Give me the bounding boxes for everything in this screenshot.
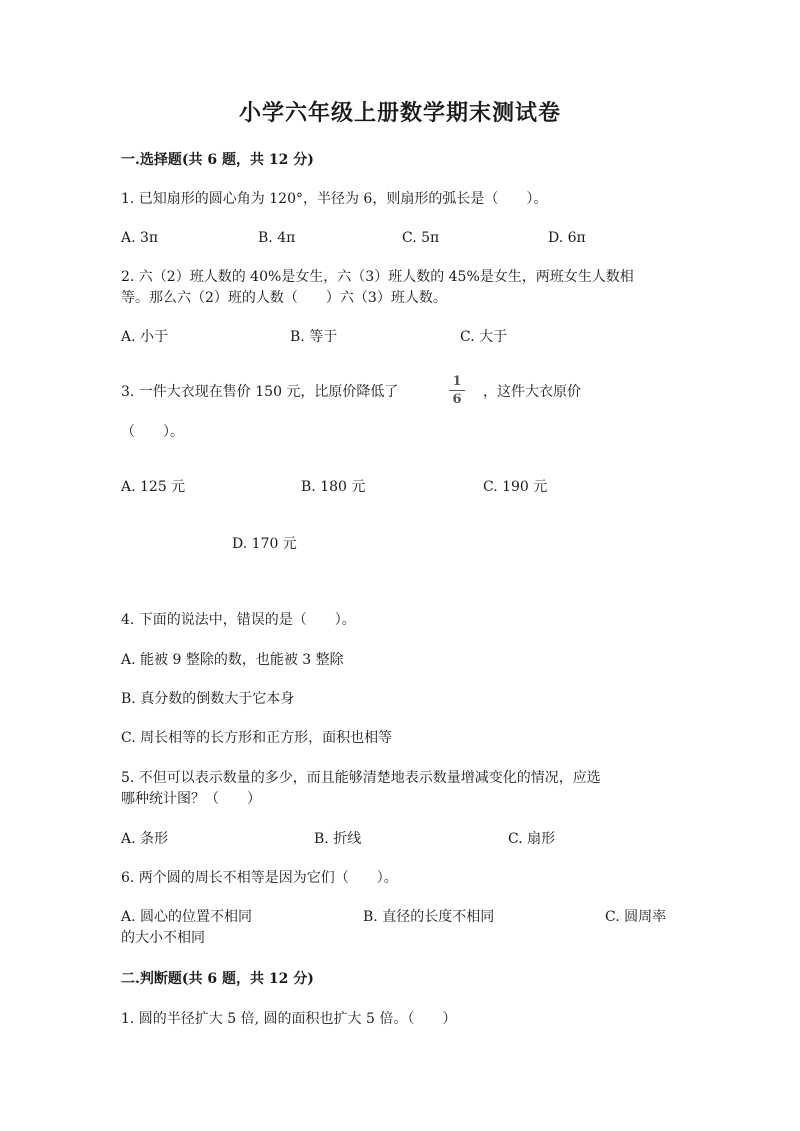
question-3-option-d: D. 170 元 [232, 536, 297, 552]
question-4-option-b: B. 真分数的倒数大于它本身 [121, 691, 295, 707]
question-1-stem: 1. 已知扇形的圆心角为 120°，半径为 6，则扇形的弧长是（ ）。 [121, 191, 548, 207]
question-3-stem-part2: ，这件大衣原价 [483, 384, 581, 400]
question-1-option-d: D. 6π [548, 230, 586, 246]
page-title: 小学六年级上册数学期末测试卷 [238, 100, 561, 126]
section-heading-judgment: 二.判断题(共 6 题，共 12 分) [121, 971, 314, 987]
question-1-option-a: A. 3π [121, 230, 159, 246]
question-3-option-b: B. 180 元 [301, 479, 366, 495]
question-1-option-b: B. 4π [258, 230, 296, 246]
question-2-option-b: B. 等于 [290, 329, 338, 345]
question-6-option-a: A. 圆心的位置不相同 [121, 909, 253, 925]
fraction-numerator: 1 [452, 374, 462, 389]
question-3-option-a: A. 125 元 [121, 479, 186, 495]
question-3-stem-line2: （ ）。 [121, 424, 184, 440]
question-6-option-c-wrap: 的大小不相同 [121, 930, 205, 946]
question-2-stem-line1: 2. 六（2）班人数的 40%是女生，六（3）班人数的 45%是女生，两班女生人数相 [121, 269, 634, 285]
question-2-stem-line2: 等。那么六（2）班的人数（ ）六（3）班人数。 [121, 290, 447, 306]
question-6-stem: 6. 两个圆的周长不相等是因为它们（ ）。 [121, 870, 398, 886]
fraction-bar [449, 390, 465, 391]
judgment-1-stem: 1. 圆的半径扩大 5 倍, 圆的面积也扩大 5 倍。（ ） [121, 1011, 457, 1027]
question-5-option-b: B. 折线 [314, 831, 362, 847]
question-2-option-a: A. 小于 [121, 329, 169, 345]
question-5-stem-line1: 5. 不但可以表示数量的多少，而且能够清楚地表示数量增减变化的情况，应选 [121, 770, 601, 786]
question-5-option-c: C. 扇形 [508, 831, 556, 847]
question-1-option-c: C. 5π [402, 230, 440, 246]
fraction-denominator: 6 [452, 392, 462, 407]
question-2-option-c: C. 大于 [460, 329, 508, 345]
question-4-option-c: C. 周长相等的长方形和正方形，面积也相等 [121, 730, 393, 746]
section-heading-choice: 一.选择题(共 6 题，共 12 分) [121, 152, 314, 168]
question-6-option-b: B. 直径的长度不相同 [363, 909, 495, 925]
question-5-stem-line2: 哪种统计图？（ ） [121, 791, 261, 807]
question-5-option-a: A. 条形 [121, 831, 169, 847]
question-4-option-a: A. 能被 9 整除的数，也能被 3 整除 [121, 652, 344, 668]
question-4-stem: 4. 下面的说法中，错误的是（ ）。 [121, 612, 356, 628]
question-6-option-c: C. 圆周率 [605, 909, 667, 925]
question-3-option-c: C. 190 元 [483, 479, 548, 495]
question-3-fraction [449, 374, 465, 407]
question-3-stem-part1: 3. 一件大衣现在售价 150 元，比原价降低了 [121, 384, 399, 400]
